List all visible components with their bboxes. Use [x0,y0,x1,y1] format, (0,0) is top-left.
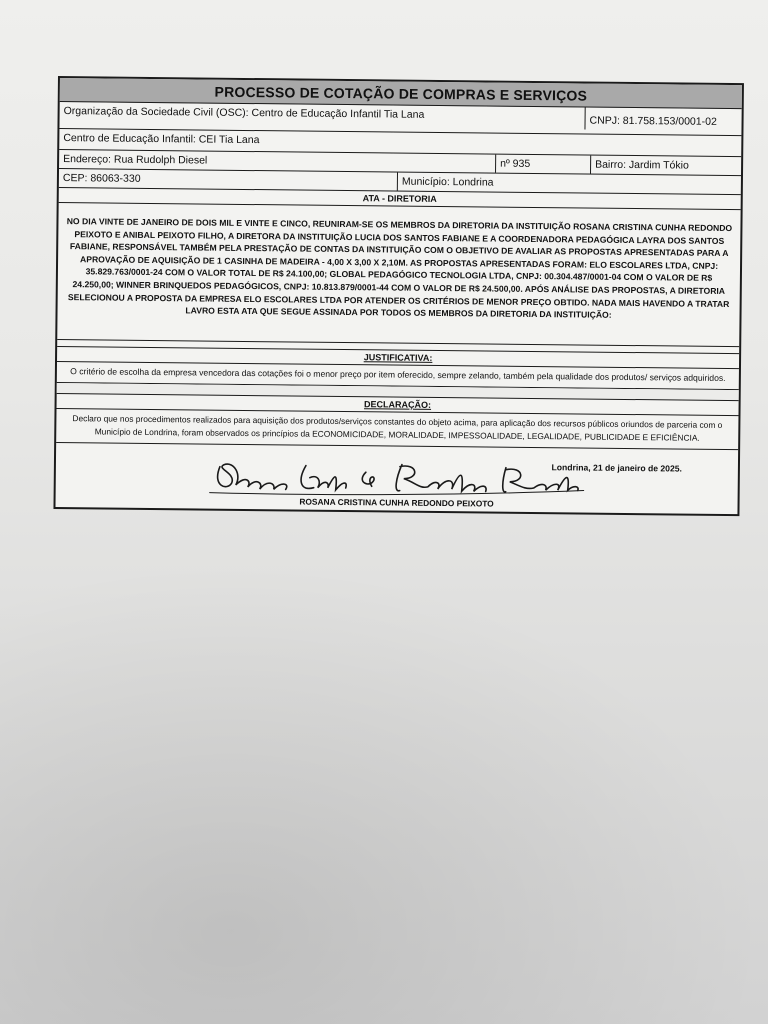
cep-field: CEP: 86063-330 [62,172,141,185]
background-shadow [0,560,768,1024]
quotation-document [53,76,743,516]
declaracao-heading: DECLARAÇÃO: [57,394,739,416]
declaracao-body: Declaro que nos procedimentos realizados para aquisição dos produtos/serviços constantes do objeto acima, para aplicação dos recursos públicos oriundos de parceria com o Município de Londrina, foram observados os princípios da ECONOMICIDADE, MORALIDADE, IMPESSOALIDADE, LEGALIDADE, PUBLICIDADE E EFICIÊNCIA. [56,409,738,450]
ata-heading: ATA - DIRETORIA [59,188,741,210]
signer-name: ROSANA CRISTINA CUNHA REDONDO PEIXOTO [299,496,494,509]
neighborhood-field: Bairro: Jardim Tókio [590,156,741,176]
date-line: Londrina, 21 de janeiro de 2025. [551,462,682,474]
signature-area [55,443,738,514]
number-field: nº 935 [495,155,590,174]
justificativa-heading: JUSTIFICATIVA: [57,347,739,369]
address-field: Endereço: Rua Rudolph Diesel [63,153,208,167]
municipality-field: Município: Londrina [397,173,741,195]
ata-body: NO DIA VINTE DE JANEIRO DE DOIS MIL E VINTE E CINCO, REUNIRAM-SE OS MEMBROS DA DIRETORIA DA INSTITUIÇÃO ROSANA CRISTINA CUNHA REDONDO PEIXOTO E ANIBAL PEIXOTO FILHO, A DIRETORA DA INSTITUIÇÃO LUCIA DOS SANTOS FABIANE E A COORDENADORA PEDAGÓGICA LAYRA DOS SANTOS FABIANE, RESPONSÁVEL TAMBÉM PELA PRESTAÇÃO DE CONTAS DA INSTITUIÇÃO COM O OBJETIVO DE AVALIAR AS PROPOSTAS APRESENTADAS PARA A APROVAÇÃO DE AQUISIÇÃO DE 1 CASINHA DE MADEIRA - 4,00 X 3,00 X 2,10M. AS PROPOSTAS APRESENTADAS FORAM: ELO ESCOLARES LTDA, CNPJ: 35.829.763/0001-24 COM O VALOR TOTAL DE R$ 24.100,00; GLOBAL PEDAGÓGICO TECNOLOGIA LTDA, CNPJ: 00.304.487/0001-04 COM O VALOR DE R$ 24.250,00; WINNER BRINQUEDOS PEDAGÓGICOS, CNPJ: 10.813.879/0001-44 COM O VALOR DE R$ 24.500,00. APÓS ANÁLISE DAS PROPOSTAS, A DIRETORIA SELECIONOU A PROPOSTA DA EMPRESA ELO ESCOLARES LTDA POR ATENDER OS CRITÉRIOS DE MENOR PREÇO OBTIDO. NADA MAIS HAVENDO A TRATAR LAVRO ESTA ATA QUE SEGUE ASSINADA POR TODOS OS MEMBROS DA DIRETORIA DA INSTITUIÇÃO: [57,203,740,347]
document-title: PROCESSO DE COTAÇÃO DE COMPRAS E SERVIÇOS [60,78,742,109]
center-field: Centro de Educação Infantil: CEI Tia Lana [63,132,260,147]
cnpj-field: CNPJ: 81.758.153/0001-02 [584,108,741,132]
organization-field: Organização da Sociedade Civil (OSC): Centro de Educação Infantil Tia Lana [63,105,425,121]
justificativa-body: O critério de escolha da empresa vencedora das cotações foi o menor preço por item oferecido, sempre zelando, também pela qualidade dos produtos/ serviços adquiridos. [57,362,739,390]
document-frame [53,76,743,516]
